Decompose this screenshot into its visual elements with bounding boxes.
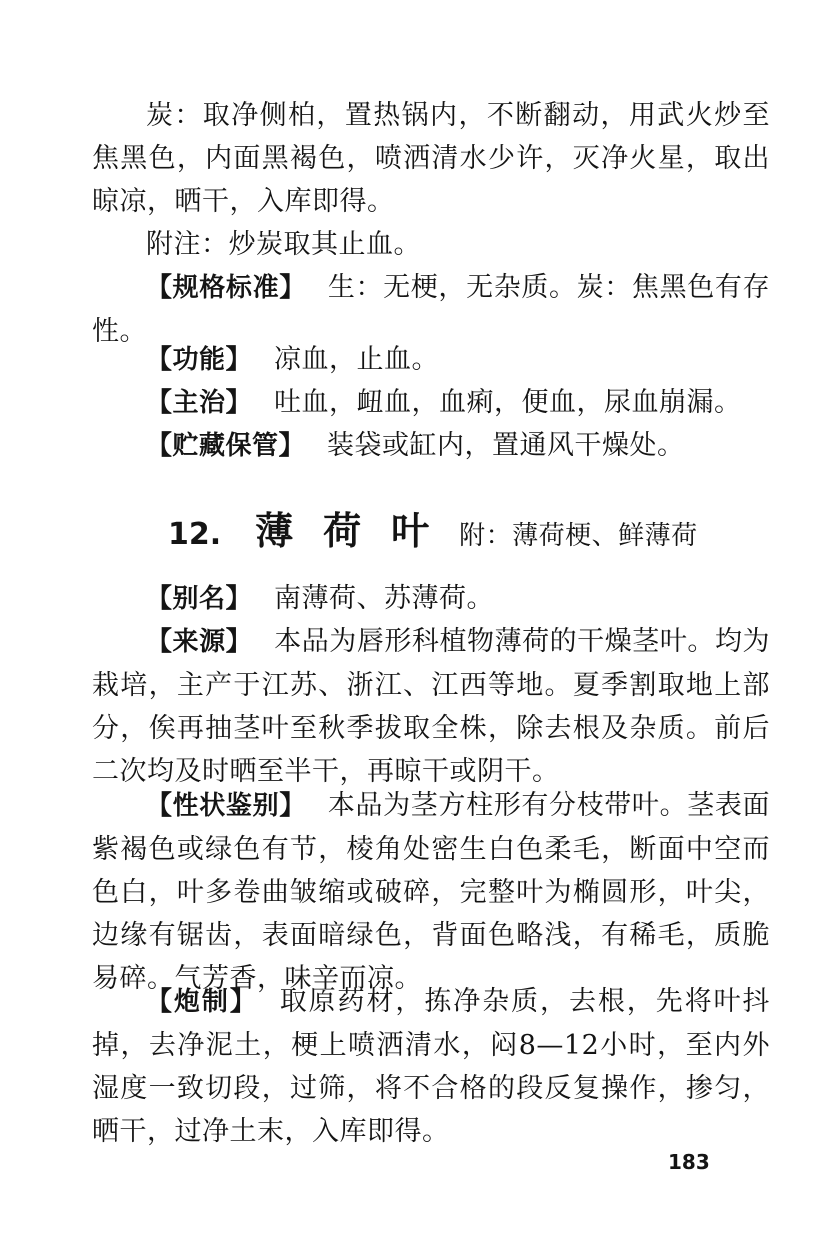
paragraph-text: 本品为茎方柱形有分枝带叶。茎表面紫褐色或绿色有节，棱角处密生白色柔毛，断面中空而色白，叶多卷曲皱缩或破碎，完整叶为椭圆形，叶尖，边缘有锯齿，表面暗绿色，背面色略浅，有稀毛，质脆易碎。气芳香，味辛而凉。 <box>92 790 770 994</box>
paragraph-charcoal-method <box>92 94 770 223</box>
section-label: 【炮制】 <box>146 987 258 1017</box>
paragraph-text: 生：无梗，无杂质。炭：焦黑色有存性。 <box>92 272 770 347</box>
paragraph-storage <box>92 424 770 468</box>
section-label: 【主治】 <box>146 388 253 418</box>
section-label: 【性状鉴别】 <box>146 791 306 821</box>
section-label: 【来源】 <box>146 627 253 657</box>
section-subtitle: 附：薄荷梗、鲜薄荷 <box>459 521 698 551</box>
section-label: 【贮藏保管】 <box>146 431 306 461</box>
paragraph-text: 装袋或缸内，置通风干燥处。 <box>327 430 685 461</box>
paragraph-text: 本品为唇形科植物薄荷的干燥茎叶。均为栽培，主产于江苏、浙江、江西等地。夏季割取地上部分，俟再抽茎叶至秋季拔取全株，除去根及杂质。前后二次均及时晒至半干，再晾干或阴干。 <box>92 626 770 787</box>
paragraph-processing <box>92 980 770 1153</box>
section-label: 【功能】 <box>146 345 253 375</box>
section-heading <box>168 500 698 553</box>
paragraph-indications <box>92 381 770 425</box>
paragraph-text: 附注：炒炭取其止血。 <box>146 229 421 260</box>
paragraph-alias <box>92 577 770 621</box>
section-label: 【规格标准】 <box>146 273 306 303</box>
paragraph-text: 吐血，衄血，血痢，便血，尿血崩漏。 <box>274 387 742 418</box>
paragraph-text: 炭：取净侧柏，置热锅内，不断翻动，用武火炒至焦黑色，内面黑褐色，喷洒清水少许，灭净火星，取出晾凉，晒干，入库即得。 <box>92 100 770 217</box>
paragraph-function <box>92 338 770 382</box>
section-number: 12. <box>168 517 222 552</box>
section-label: 【别名】 <box>146 584 253 614</box>
section-title: 薄荷叶 <box>255 509 460 553</box>
paragraph-text: 南薄荷、苏薄荷。 <box>274 583 495 614</box>
paragraph-source <box>92 620 770 793</box>
paragraph-note <box>92 223 770 266</box>
paragraph-identification <box>92 784 770 1000</box>
paragraph-text: 凉血，止血。 <box>274 344 440 375</box>
page-number: 183 <box>668 1150 710 1174</box>
paragraph-text: 取原药材，拣净杂质，去根，先将叶抖掉，去净泥土，梗上喷洒清水，闷8—12小时，至内外湿度一致切段，过筛，将不合格的段反复操作，掺匀，晒干，过净土末，入库即得。 <box>92 986 770 1147</box>
